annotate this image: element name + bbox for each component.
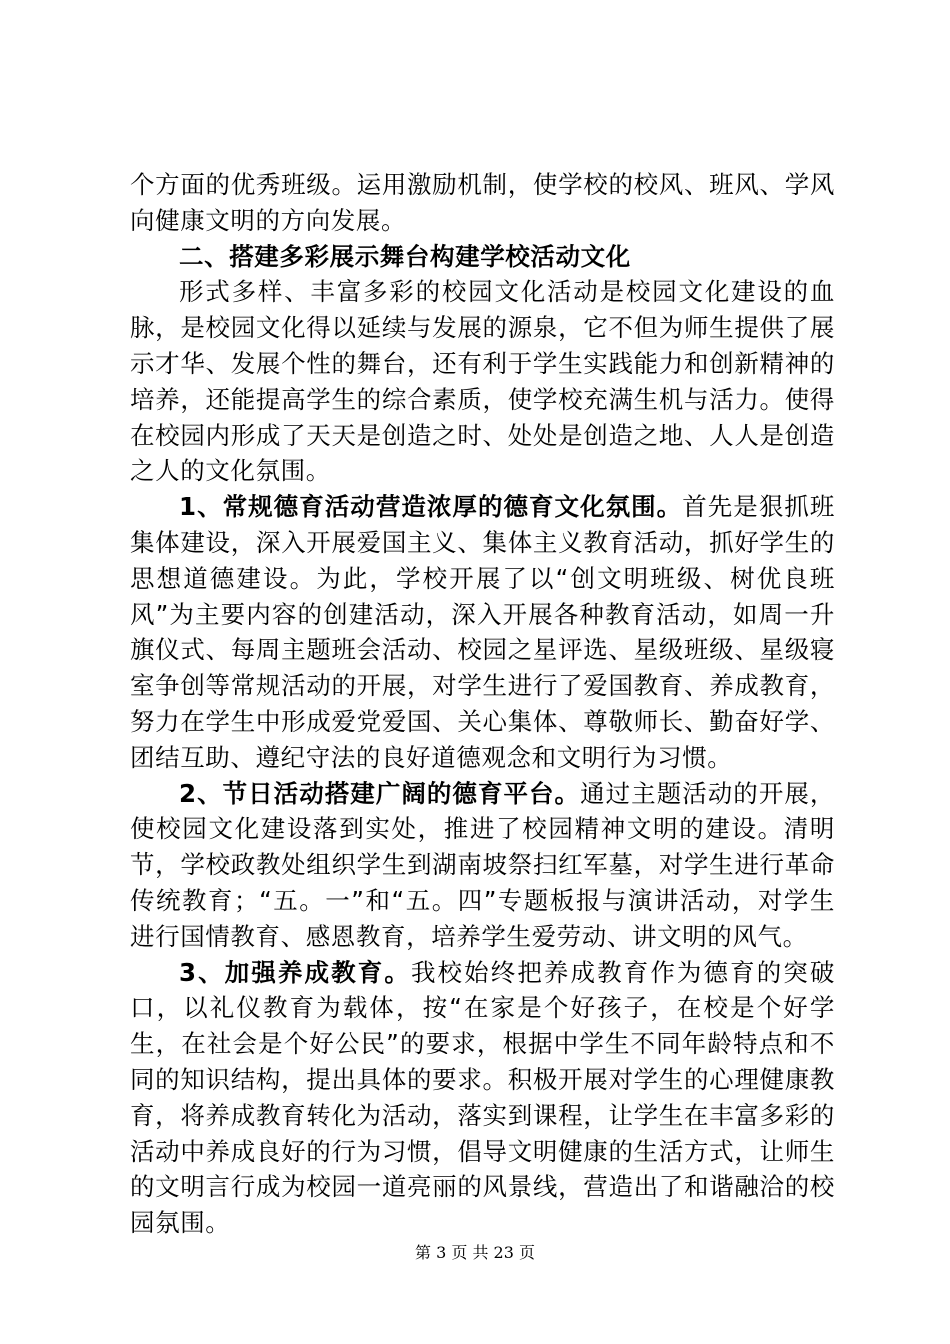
paragraph-text: 通过主题活动的开展，使校园文化建设落到实处，推进了校园精神文明的建设。清明节，学校政教处组织学生到湖南坡祭扫红军墓，对学生进行革命传统教育；“五。一”和“五。四”专题板报与演讲活动，对学生进行国情教育、感恩教育，培养学生爱劳动、讲文明的风气。 <box>130 778 835 951</box>
paragraph-text: 首先是狠抓班集体建设，深入开展爱国主义、集体主义教育活动，抓好学生的思想道德建设。为此，学校开展了以“创文明班级、树优良班风”为主要内容的创建活动，深入开展各种教育活动，如周一升旗仪式、每周主题班会活动、校园之星评选、星级班级、星级寝室争创等常规活动的开展，对学生进行了爱国教育、养成教育，努力在学生中形成爱党爱国、关心集体、尊敬师长、勤奋好学、团结互助、遵纪守法的良好道德观念和文明行为习惯。 <box>130 492 836 772</box>
paragraph-lead: 2、节日活动搭建广阔的德育平台。 <box>179 778 581 808</box>
paragraph-lead: 3、加强养成教育。 <box>179 957 411 987</box>
paragraph-lead: 1、常规德育活动营造浓厚的德育文化氛围。 <box>179 492 683 522</box>
paragraph-item-2 <box>130 776 835 955</box>
paragraph-text: 我校始终把养成教育作为德育的突破口，以礼仪教育为载体，按“在家是个好孩子，在校是个好学生，在社会是个好公民”的要求，根据中学生不同年龄特点和不同的知识结构，提出具体的要求。积极开展对学生的心理健康教育，将养成教育转化为活动，落实到课程，让学生在丰富多彩的活动中养成良好的行为习惯，倡导文明健康的生活方式，让师生的文明言行成为校园一道亮丽的风景线，营造出了和谐融洽的校园氛围。 <box>130 957 835 1238</box>
paragraph-text: 个方面的优秀班级。运用激励机制，使学校的校风、班风、学风向健康文明的方向发展。 <box>130 170 835 235</box>
page-footer <box>0 1243 950 1263</box>
paragraph-continuation <box>130 167 835 239</box>
page-number-label: 第 3 页 共 23 页 <box>415 1243 535 1262</box>
paragraph-text: 形式多样、丰富多彩的校园文化活动是校园文化建设的血脉，是校园文化得以延续与发展的源泉，它不但为师生提供了展示才华、发展个性的舞台，还有利于学生实践能力和创新精神的培养，还能提高学生的综合素质，使学校充满生机与活力。使得在校园内形成了天天是创造之时、处处是创造之地、人人是创造之人的文化氛围。 <box>130 277 835 486</box>
paragraph-intro <box>130 274 835 489</box>
paragraph-item-3 <box>130 955 835 1241</box>
document-body <box>130 167 835 1241</box>
section-heading: 二、搭建多彩展示舞台构建学校活动文化 <box>179 241 631 271</box>
paragraph-item-1 <box>130 489 835 775</box>
